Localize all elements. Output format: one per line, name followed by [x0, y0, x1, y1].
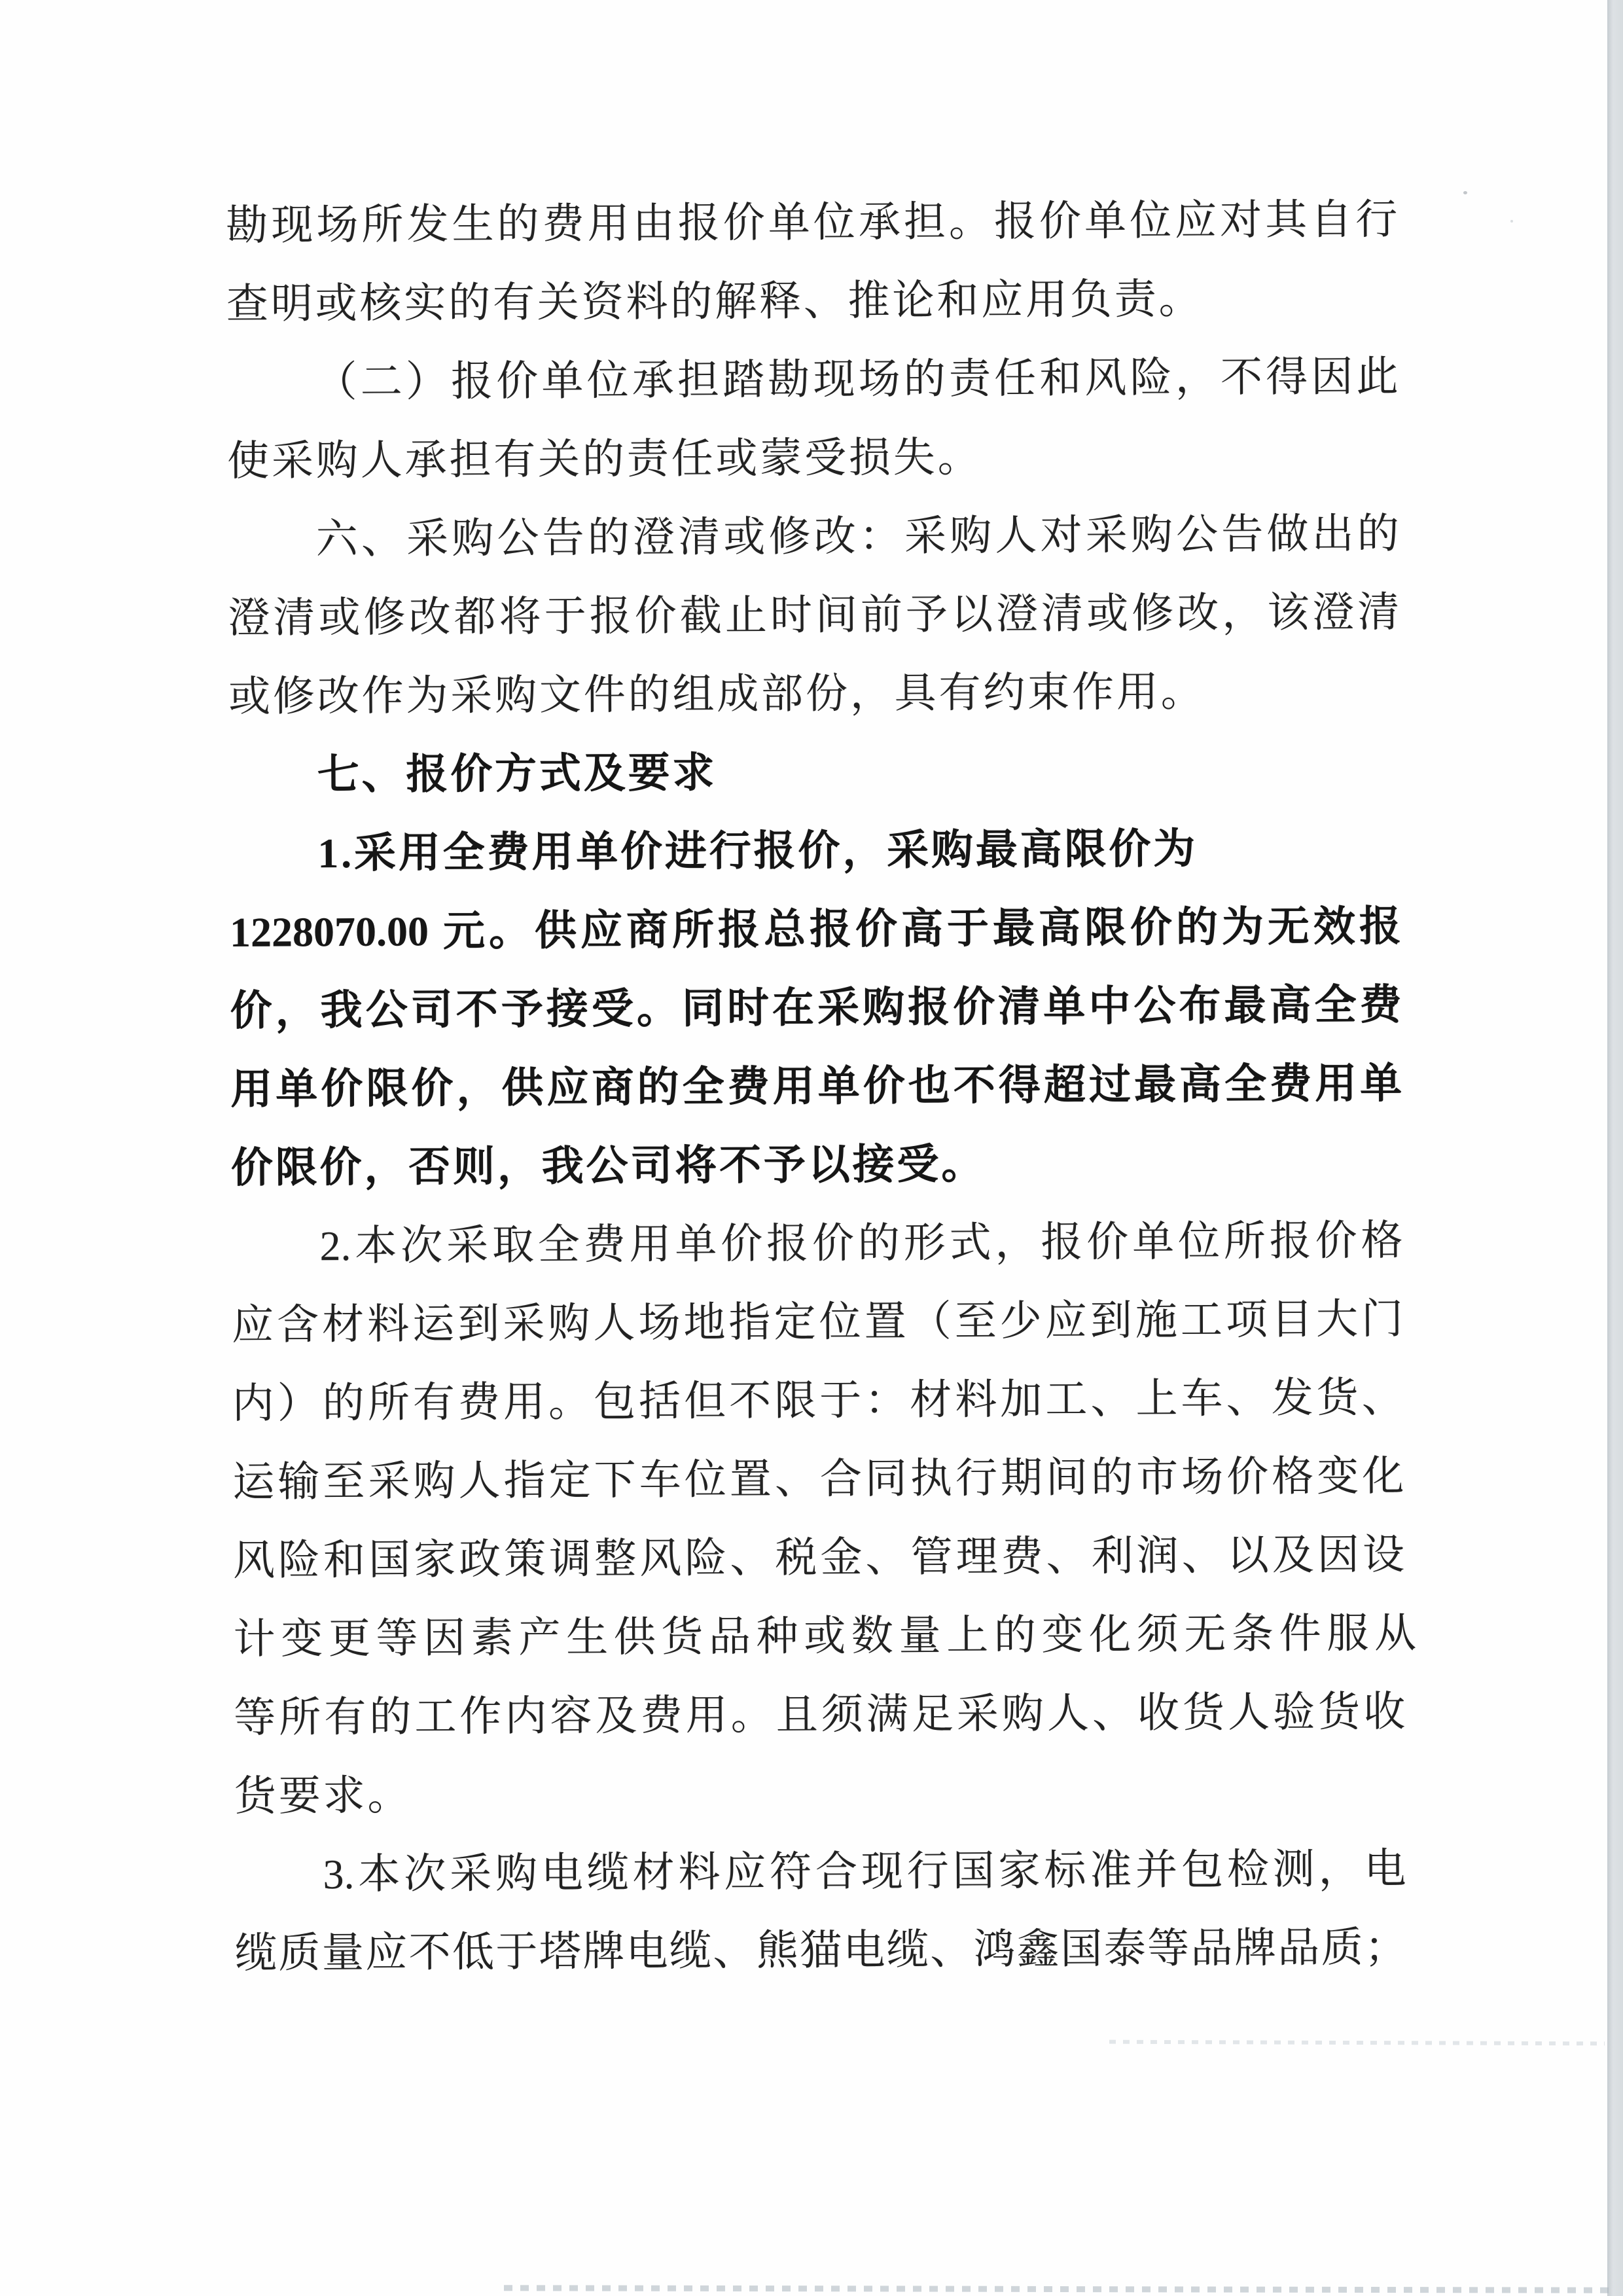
text-line: 六、采购公告的澄清或修改：采购人对采购公告做出的: [315, 510, 1399, 563]
text-line: 勘现场所发生的费用由报价单位承担。报价单位应对其自行: [226, 196, 1398, 249]
text-line: 内）的所有费用。包括但不限于：材料加工、上车、发货、: [232, 1374, 1404, 1427]
scan-speck: [1463, 191, 1467, 194]
text-line: 计变更等因素产生供货品种或数量上的变化须无条件服从: [233, 1609, 1422, 1662]
text-line: 风险和国家政策调整风险、税金、管理费、利润、以及因设: [232, 1531, 1405, 1584]
text-line: 价限价，否则，我公司将不予以接受。: [230, 1140, 986, 1191]
scan-noise-line: [1109, 2040, 1605, 2046]
section-heading: 七、报价方式及要求: [317, 749, 717, 798]
scan-noise-line: [504, 2285, 1610, 2293]
text-line: 3.本次采购电缆材料应符合现行国家标准并包检测，电: [323, 1845, 1406, 1898]
text-line: 货要求。: [234, 1772, 412, 1820]
scan-edge-strip: [1607, 0, 1623, 2296]
text-line: 缆质量应不低于塔牌电缆、熊猫电缆、鸿鑫国泰等品牌品质；: [234, 1924, 1407, 1977]
text-line: 运输至采购人指定下车位置、合同执行期间的市场价格变化: [232, 1452, 1404, 1505]
document-body: [226, 181, 1422, 1993]
text-line: 使采购人承担有关的责任或蒙受损失。: [227, 433, 982, 484]
text-line: 或修改作为采购文件的组成部份，具有约束作用。: [228, 668, 1205, 720]
text-line: 价，我公司不予接受。同时在采购报价清单中公布最高全费: [230, 981, 1402, 1034]
text-line: 1228070.00 元。供应商所报总报价高于最高限价的为无效报: [229, 903, 1402, 956]
text-line: 等所有的工作内容及费用。且须满足采购人、收货人验货收: [234, 1688, 1406, 1741]
text-line: 查明或核实的有关资料的解释、推论和应用负责。: [226, 276, 1204, 327]
text-line: 应含材料运到采购人场地指定位置（至少应到施工项目大门: [231, 1295, 1404, 1348]
text-line: （二）报价单位承担踏勘现场的责任和风险，不得因此: [315, 353, 1399, 406]
text-line: 用单价限价，供应商的全费用单价也不得超过最高全费用单: [230, 1060, 1402, 1113]
scan-speck: [1510, 220, 1513, 223]
text-line: 2.本次采取全费用单价报价的形式，报价单位所报价格: [319, 1217, 1403, 1270]
text-line: 1.采用全费用单价进行报价，采购最高限价为: [317, 825, 1198, 877]
text-line: 澄清或修改都将于报价截止时间前予以澄清或修改，该澄清: [228, 588, 1400, 641]
